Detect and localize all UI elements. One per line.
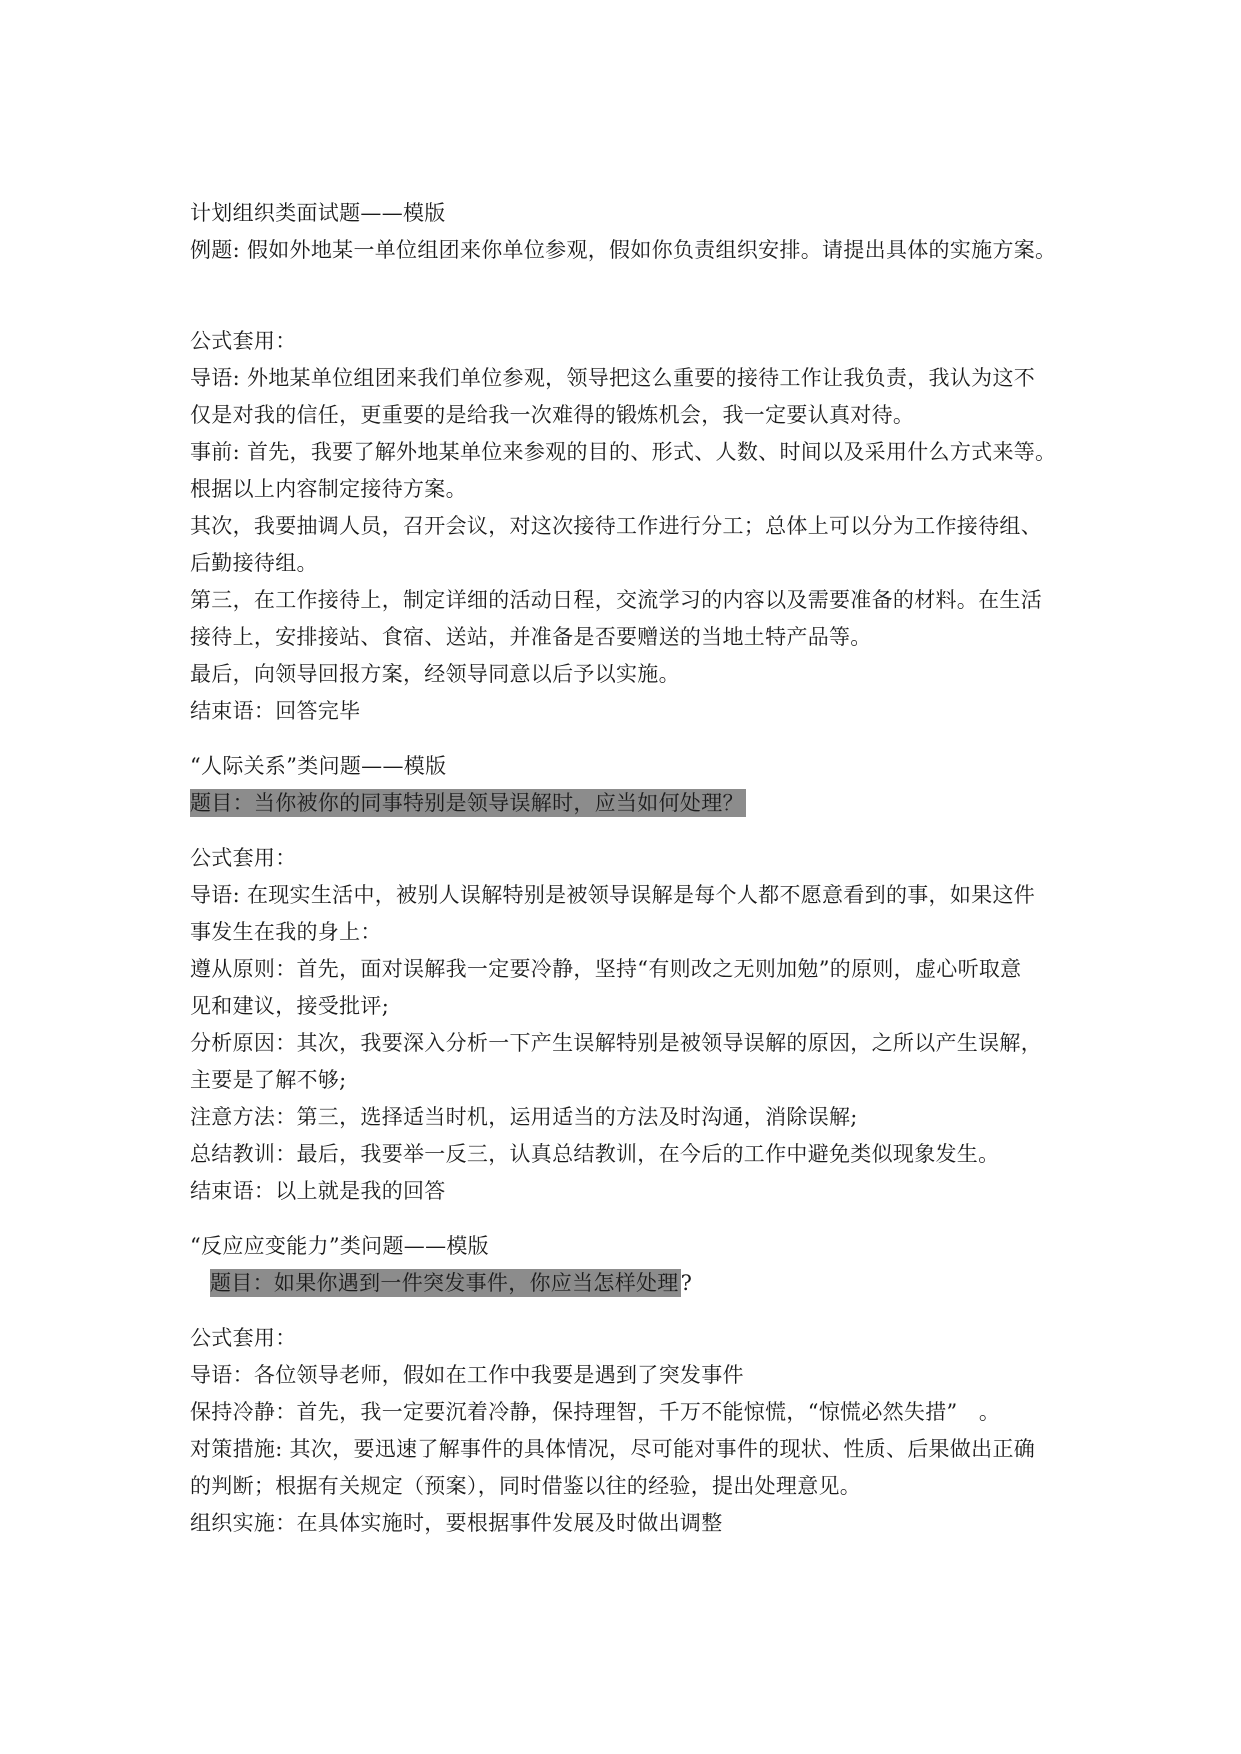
highlighted-question: 题目：当你被你的同事特别是领导误解时，应当如何处理？ xyxy=(190,791,744,815)
question-mark: ? xyxy=(680,1271,693,1295)
paragraph-line: 总结教训：最后，我要举一反三，认真总结教训，在今后的工作中避免类似现象发生。 xyxy=(190,1142,1000,1166)
paragraph-line: 其次，我要抽调人员，召开会议，对这次接待工作进行分工；总体上可以分为工作接待组、 xyxy=(190,514,1042,538)
paragraph-line: 的判断；根据有关规定（预案），同时借鉴以往的经验，提出处理意见。 xyxy=(190,1474,862,1498)
highlighted-question: 题目：如果你遇到一件突发事件，你应当怎样处理 xyxy=(210,1271,679,1295)
paragraph-line: 根据以上内容制定接待方案。 xyxy=(190,477,467,501)
paragraph-line: 对策措施: 其次，要迅速了解事件的具体情况，尽可能对事件的现状、性质、后果做出正确 xyxy=(190,1437,1036,1461)
paragraph-line: 见和建议，接受批评; xyxy=(190,994,390,1018)
paragraph-line: 导语：各位领导老师，假如在工作中我要是遇到了突发事件 xyxy=(190,1363,744,1387)
paragraph-line: 事前: 首先，我要了解外地某单位来参观的目的、形式、人数、时间以及采用什么方式来等。 xyxy=(190,440,1057,464)
formula-label: 公式套用： xyxy=(190,846,297,870)
paragraph-line: 导语: 外地某单位组团来我们单位参观，领导把这么重要的接待工作让我负责，我认为这不 xyxy=(190,366,1036,390)
question-line xyxy=(190,785,1070,822)
paragraph-line: 最后，向领导回报方案，经领导同意以后予以实施。 xyxy=(190,662,680,686)
paragraph-line: 接待上，安排接站、食宿、送站，并准备是否要赠送的当地土特产品等。 xyxy=(190,625,872,649)
section-title-reaction: “反应应变能力”类问题——模版 xyxy=(190,1234,489,1258)
question-line xyxy=(190,1265,1070,1302)
paragraph-line: 导语: 在现实生活中，被别人误解特别是被领导误解是每个人都不愿意看到的事，如果这件 xyxy=(190,883,1036,907)
formula-label: 公式套用： xyxy=(190,1326,297,1350)
section-title-plan: 计划组织类面试题——模版 xyxy=(190,201,446,225)
paragraph-line: 注意方法：第三，选择适当时机，运用适当的方法及时沟通，消除误解; xyxy=(190,1105,858,1129)
paragraph-line: 分析原因：其次，我要深入分析一下产生误解特别是被领导误解的原因，之所以产生误解， xyxy=(190,1031,1042,1055)
document-page xyxy=(190,195,1070,1542)
paragraph-line: 第三，在工作接待上，制定详细的活动日程，交流学习的内容以及需要准备的材料。在生活 xyxy=(190,588,1042,612)
paragraph-line: 遵从原则：首先，面对误解我一定要冷静，坚持“有则改之无则加勉”的原则，虚心听取意 xyxy=(190,957,1022,981)
closing-line: 结束语：以上就是我的回答 xyxy=(190,1179,446,1203)
paragraph-line: 保持冷静：首先，我一定要沉着冷静，保持理智，千万不能惊慌，“惊慌必然失措” 。 xyxy=(190,1400,1001,1424)
formula-label: 公式套用： xyxy=(190,329,297,353)
closing-line: 结束语：回答完毕 xyxy=(190,699,361,723)
paragraph-line: 事发生在我的身上： xyxy=(190,920,382,944)
section-title-relations: “人际关系”类问题——模版 xyxy=(190,754,447,778)
paragraph-line: 主要是了解不够; xyxy=(190,1068,347,1092)
paragraph-line: 组织实施：在具体实施时，要根据事件发展及时做出调整 xyxy=(190,1511,723,1535)
paragraph-line: 后勤接待组。 xyxy=(190,551,318,575)
paragraph-line: 仅是对我的信任，更重要的是给我一次难得的锻炼机会，我一定要认真对待。 xyxy=(190,403,915,427)
example-question: 例题: 假如外地某一单位组团来你单位参观，假如你负责组织安排。请提出具体的实施方案。 xyxy=(190,238,1057,262)
